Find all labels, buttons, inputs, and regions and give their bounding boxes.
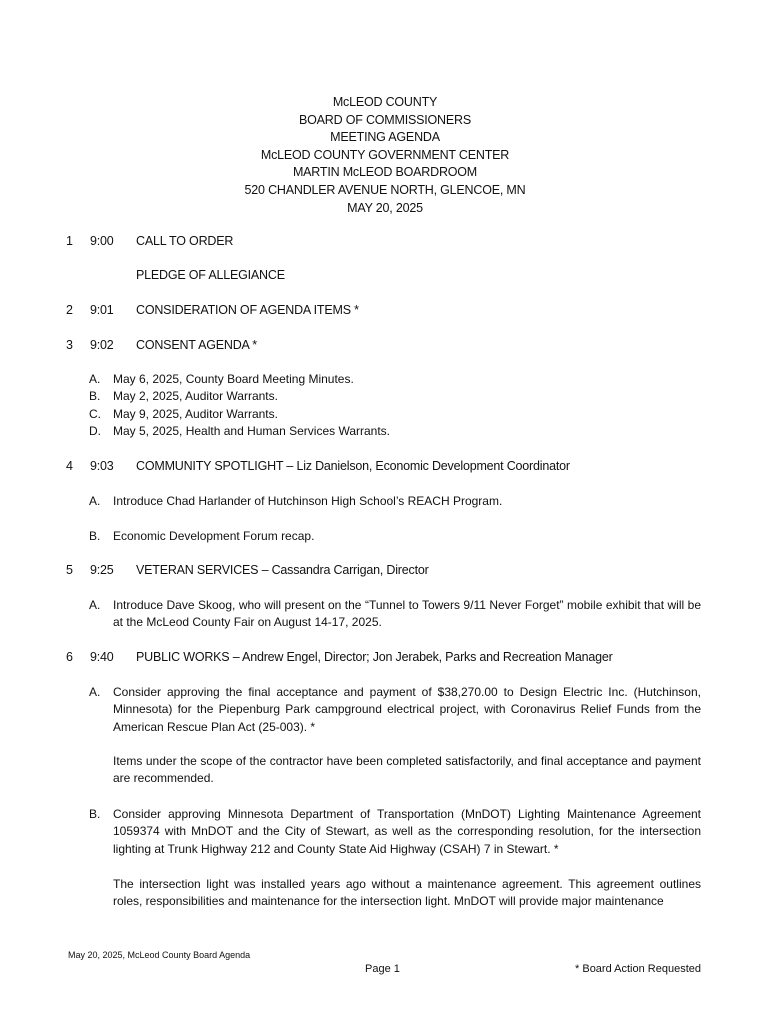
item-subtitle: PLEDGE OF ALLEGIANCE bbox=[136, 268, 285, 282]
sub-item-text: May 2, 2025, Auditor Warrants. bbox=[113, 389, 278, 404]
sub-item bbox=[89, 528, 701, 545]
sub-item-letter: A. bbox=[89, 372, 101, 386]
sub-item-letter: B. bbox=[89, 389, 101, 404]
sub-item bbox=[89, 684, 701, 736]
sub-item bbox=[89, 406, 701, 423]
venue-room: MARTIN McLEOD BOARDROOM bbox=[292, 165, 478, 180]
sub-item-letter: D. bbox=[89, 424, 101, 439]
sub-item bbox=[89, 388, 701, 405]
sub-item-text: Consider approving the final acceptance and payment of $38,270.00 to Design Electric Inc. (Hutchinson, Minnesota) for the Piepenburg Park campground electrical project, with Coronavirus Relief Funds from the American Rescue Plan Act (25-003). * bbox=[113, 685, 701, 734]
item-title: CONSENT AGENDA * bbox=[136, 338, 257, 352]
document-type: MEETING AGENDA bbox=[330, 130, 440, 145]
sub-item bbox=[89, 806, 701, 858]
sub-item-letter: C. bbox=[89, 406, 101, 421]
item-time: 9:40 bbox=[90, 650, 114, 664]
item-title: PUBLIC WORKS – Andrew Engel, Director; Jon Jerabek, Parks and Recreation Manager bbox=[136, 650, 613, 664]
item-title: CONSIDERATION OF AGENDA ITEMS * bbox=[136, 303, 359, 317]
sub-item bbox=[89, 597, 701, 632]
sub-item-letter: B. bbox=[89, 807, 101, 821]
sub-item-text: Introduce Dave Skoog, who will present on the “Tunnel to Towers 9/11 Never Forget” mobile exhibit that will be at the McLeod County Fair on August 14-17, 2025. bbox=[113, 598, 701, 630]
sub-item-letter: A. bbox=[89, 685, 101, 699]
item-time: 9:03 bbox=[90, 459, 114, 473]
footer-action-note: * Board Action Requested bbox=[575, 963, 701, 975]
sub-item bbox=[89, 493, 701, 510]
sub-item-note: The intersection light was installed years ago without a maintenance agreement. This agreement outlines roles, responsibilities and maintenance for the intersection light. MnDOT will provide major maintenance bbox=[113, 877, 701, 909]
item-time: 9:00 bbox=[90, 234, 114, 248]
sub-item bbox=[89, 423, 701, 440]
sub-item-text: May 9, 2025, Auditor Warrants. bbox=[113, 406, 278, 421]
footer-document-label: May 20, 2025, McLeod County Board Agenda bbox=[68, 950, 251, 960]
item-number: 2 bbox=[66, 303, 73, 317]
sub-item-letter: B. bbox=[89, 529, 101, 543]
sub-item-text: Introduce Chad Harlander of Hutchinson High School’s REACH Program. bbox=[113, 494, 503, 508]
item-time: 9:02 bbox=[90, 338, 114, 352]
item-title: CALL TO ORDER bbox=[136, 234, 234, 248]
item-number: 3 bbox=[66, 338, 73, 352]
county-name: McLEOD COUNTY bbox=[332, 95, 438, 109]
sub-item-text: Consider approving Minnesota Department of Transportation (MnDOT) Lighting Maintenance Agreement 1059374 with MnDOT and the City of Stewart, as well as the corresponding resolution, for the intersection lighting at Trunk Highway 212 and County State Aid Highway (CSAH) 7 in Stewart. * bbox=[113, 807, 701, 856]
sub-item-letter: A. bbox=[89, 598, 101, 612]
sub-item-letter: A. bbox=[89, 494, 101, 508]
item-time: 9:25 bbox=[90, 563, 114, 577]
venue-building: McLEOD COUNTY GOVERNMENT CENTER bbox=[260, 147, 510, 162]
agenda-header bbox=[0, 94, 770, 217]
item-number: 5 bbox=[66, 563, 73, 577]
item-title: VETERAN SERVICES – Cassandra Carrigan, Director bbox=[136, 563, 429, 577]
board-name: BOARD OF COMMISSIONERS bbox=[298, 112, 471, 127]
venue-address: 520 CHANDLER AVENUE NORTH, GLENCOE, MN bbox=[244, 182, 526, 197]
meeting-date: MAY 20, 2025 bbox=[347, 200, 423, 215]
sub-item-note: Items under the scope of the contractor have been completed satisfactorily, and final acceptance and payment are recommended. bbox=[113, 754, 701, 786]
sub-item-text: May 6, 2025, County Board Meeting Minutes. bbox=[113, 372, 354, 386]
sub-item-text: May 5, 2025, Health and Human Services Warrants. bbox=[113, 424, 391, 439]
item-number: 1 bbox=[66, 234, 73, 248]
item-number: 4 bbox=[66, 459, 73, 473]
item-time: 9:01 bbox=[90, 303, 114, 317]
item-title: COMMUNITY SPOTLIGHT – Liz Danielson, Economic Development Coordinator bbox=[136, 459, 570, 473]
sub-item bbox=[89, 371, 701, 388]
item-number: 6 bbox=[66, 650, 73, 664]
footer-page-number: Page 1 bbox=[365, 963, 400, 975]
sub-item-text: Economic Development Forum recap. bbox=[113, 529, 315, 543]
